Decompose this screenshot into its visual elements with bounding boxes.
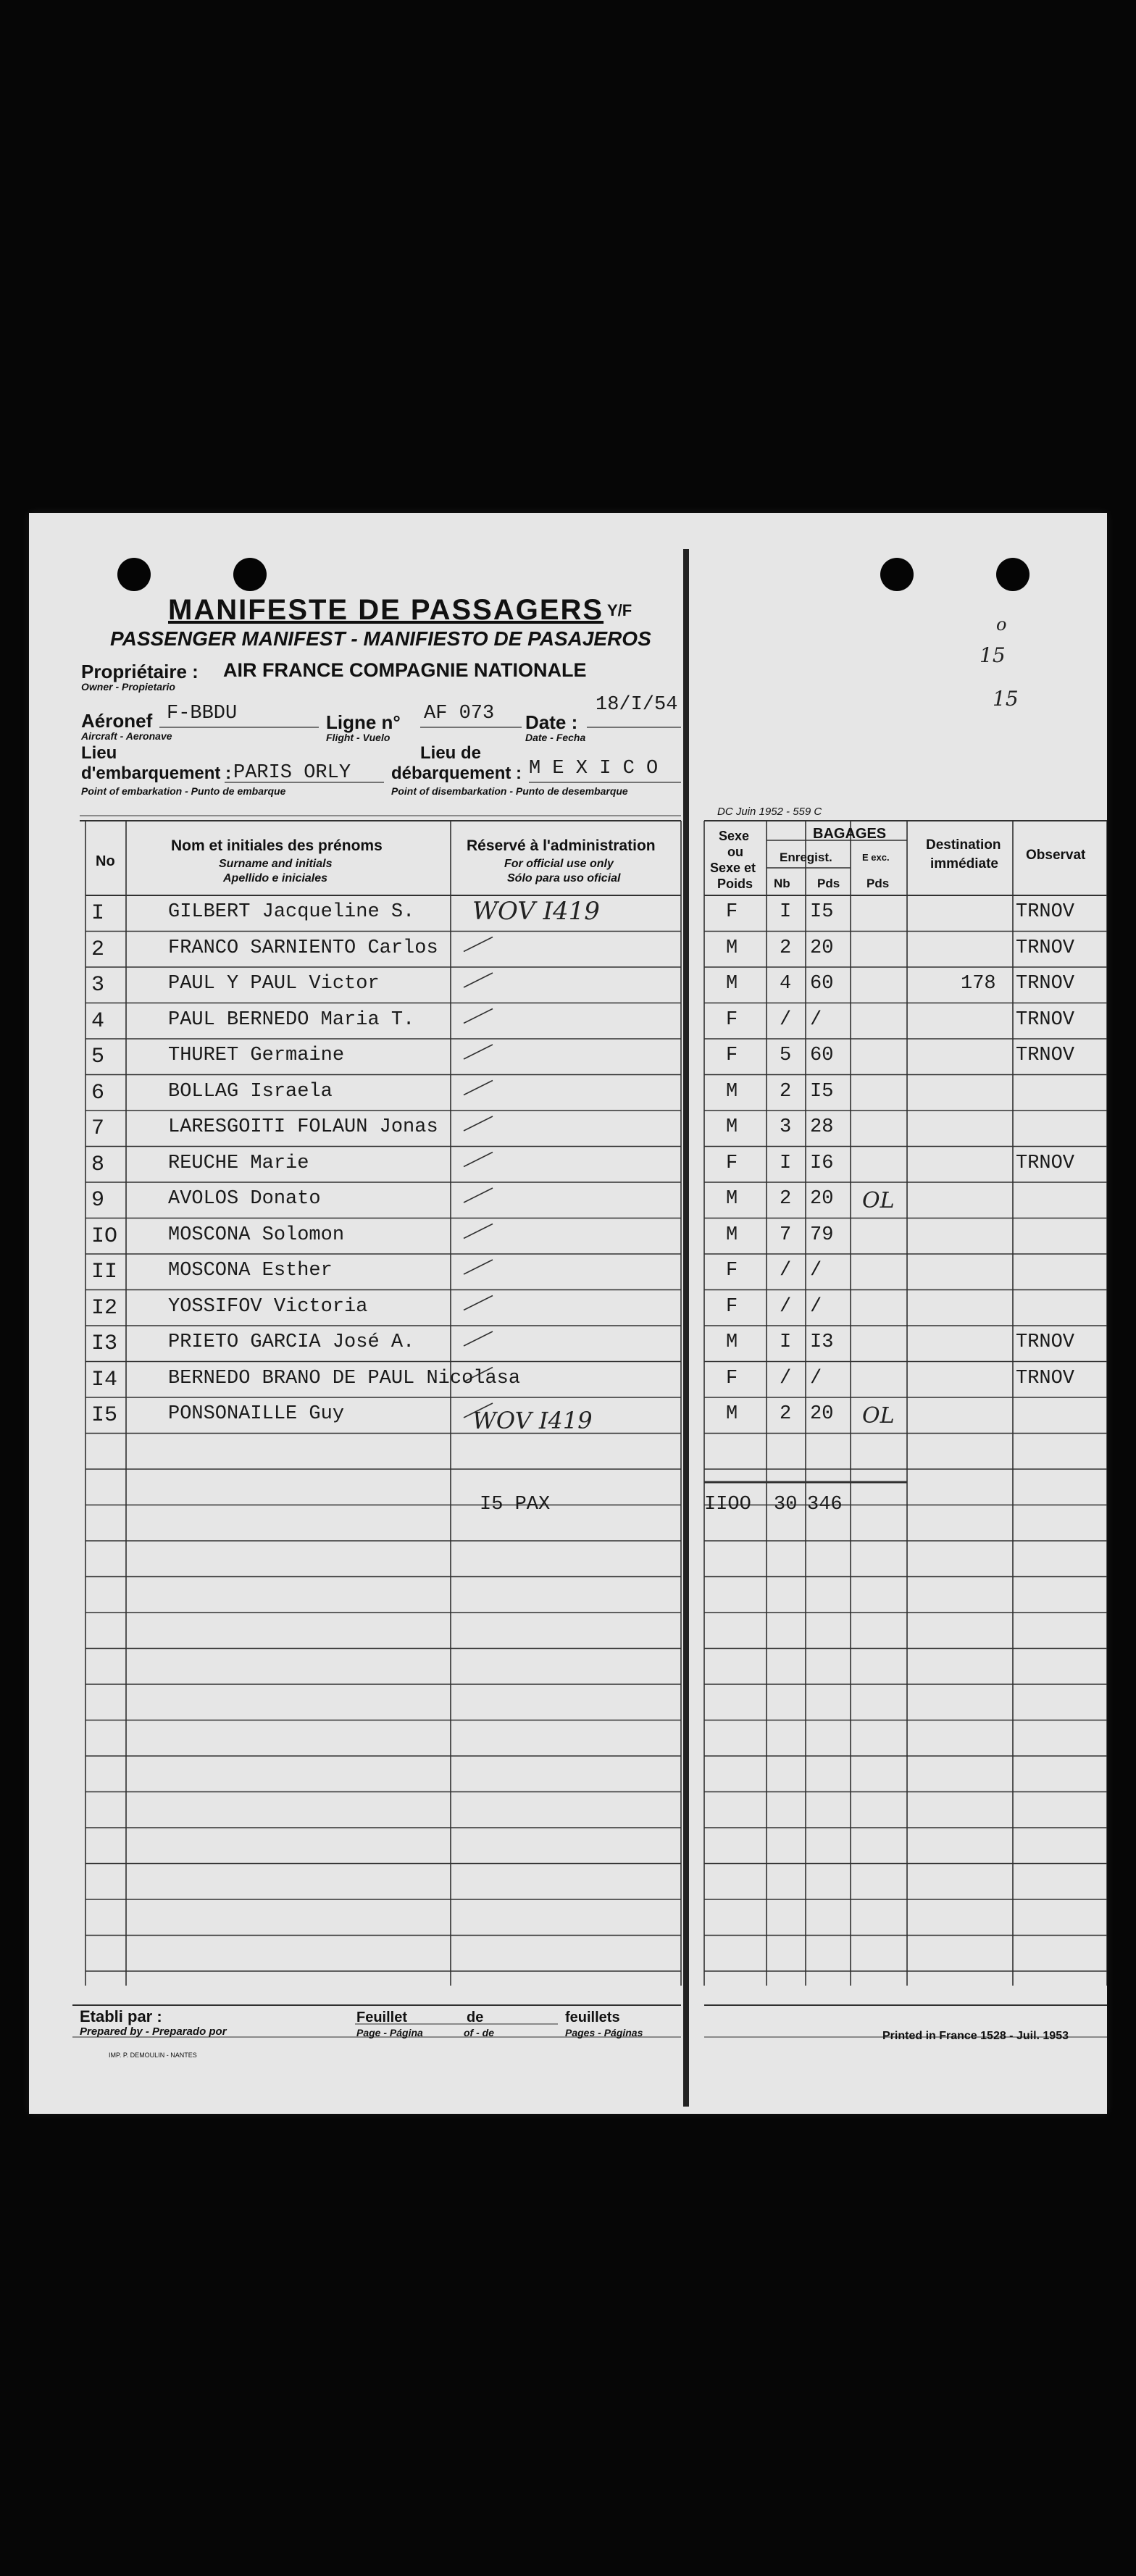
disembark-sub: Point of disembarkation - Punto de desembarque: [391, 785, 628, 797]
baggage-count: 7: [780, 1224, 792, 1246]
baggage-weight: /: [810, 1260, 822, 1281]
total-pax: I5 PAX: [480, 1494, 551, 1515]
row-number: 3: [91, 973, 105, 998]
row-number: 9: [91, 1188, 105, 1213]
grid-line: [464, 937, 493, 952]
baggage-weight: /: [810, 1008, 822, 1031]
passenger-sex: M: [726, 1188, 738, 1210]
disembark-label-2: débarquement :: [391, 764, 522, 783]
row-number: IO: [91, 1224, 118, 1249]
col-exc: E exc.: [862, 852, 890, 863]
passenger-name: BOLLAG Israela: [168, 1080, 333, 1103]
col-destination: immédiate: [930, 856, 998, 871]
baggage-count: I: [780, 1152, 792, 1174]
owner-label: Propriétaire :: [81, 661, 199, 682]
row-number: 8: [91, 1152, 105, 1177]
embark-value: PARIS ORLY: [233, 762, 351, 784]
row-number: 6: [91, 1080, 105, 1105]
observation: TRNOV: [1016, 1367, 1075, 1389]
grid-line: [464, 973, 493, 987]
excess-baggage: OL: [862, 1403, 895, 1429]
row-number: II: [91, 1260, 118, 1284]
col-exc-pds: Pds: [866, 877, 890, 890]
grid-line: [464, 1081, 493, 1095]
baggage-weight: 60: [810, 1045, 834, 1066]
grid-line: [464, 1188, 493, 1203]
margin-note: 15: [993, 687, 1019, 711]
disembark-label-1: Lieu de: [420, 743, 482, 763]
embark-label-1: Lieu: [81, 743, 117, 763]
aircraft-sub: Aircraft - Aeronave: [81, 730, 172, 742]
observation: TRNOV: [1016, 901, 1075, 923]
observation: TRNOV: [1016, 1331, 1075, 1353]
baggage-count: I: [780, 901, 792, 923]
passenger-name: GILBERT Jacqueline S.: [168, 901, 415, 923]
passenger-name: PONSONAILLE Guy: [168, 1403, 345, 1425]
col-name-en: Surname and initials: [219, 858, 333, 870]
passenger-sex: M: [726, 937, 738, 959]
baggage-weight: 60: [810, 973, 834, 995]
passenger-sex: M: [726, 1331, 738, 1353]
manifest-sheet: [29, 513, 1107, 2114]
passenger-name: FRANCO SARNIENTO Carlos: [168, 937, 438, 959]
passenger-sex: F: [726, 1008, 738, 1031]
col-admin-es: Sólo para uso oficial: [507, 872, 621, 885]
baggage-count: /: [780, 1260, 792, 1281]
observation: TRNOV: [1016, 1045, 1075, 1066]
passenger-sex: F: [726, 1045, 738, 1066]
passenger-name: MOSCONA Solomon: [168, 1224, 345, 1246]
sheets-sub: Pages - Páginas: [565, 2027, 643, 2038]
of-label: de: [467, 2010, 484, 2025]
passenger-sex: F: [726, 1367, 738, 1389]
sheet-label: Feuillet: [356, 2010, 408, 2025]
margin-note: 15: [980, 643, 1006, 667]
baggage-count: 2: [780, 937, 792, 959]
grid-line: [464, 1224, 493, 1239]
col-observations: Observat: [1026, 848, 1086, 863]
passenger-name: THURET Germaine: [168, 1045, 345, 1066]
baggage-count: /: [780, 1295, 792, 1318]
manifest-title: MANIFESTE DE PASSAGERS: [168, 594, 604, 626]
baggage-count: I: [780, 1331, 792, 1353]
prepared-label: Etabli par :: [80, 2007, 162, 2025]
baggage-count: 2: [780, 1080, 792, 1103]
observation: TRNOV: [1016, 1008, 1075, 1031]
passenger-name: PAUL BERNEDO Maria T.: [168, 1008, 415, 1031]
baggage-count: 2: [780, 1403, 792, 1425]
col-admin-en: For official use only: [504, 858, 614, 870]
passenger-name: REUCHE Marie: [168, 1152, 309, 1174]
of-sub: of - de: [464, 2027, 494, 2038]
flight-label: Ligne n°: [326, 711, 401, 733]
col-name: Nom et initiales des prénoms: [171, 837, 383, 854]
row-number: I3: [91, 1331, 118, 1356]
baggage-weight: I5: [810, 901, 834, 923]
passenger-name: PAUL Y PAUL Victor: [168, 973, 380, 995]
total-sex: IIOO: [704, 1494, 751, 1515]
embark-sub: Point of embarkation - Punto de embarque: [81, 785, 286, 797]
embark-label-2: d'embarquement :: [81, 764, 232, 783]
passenger-sex: F: [726, 1295, 738, 1318]
row-number: 2: [91, 937, 105, 962]
prepared-sub: Prepared by - Preparado por: [80, 2025, 227, 2038]
baggage-weight: I5: [810, 1080, 834, 1103]
admin-stamp: WOV I419: [472, 1407, 593, 1434]
row-number: 4: [91, 1008, 105, 1034]
grid-line: [464, 1260, 493, 1274]
passenger-sex: F: [726, 1260, 738, 1281]
row-number: I5: [91, 1403, 118, 1428]
disembark-value: M E X I C O: [529, 758, 659, 779]
row-number: I: [91, 901, 105, 926]
baggage-count: 3: [780, 1116, 792, 1138]
flight-value: AF 073: [424, 703, 495, 724]
col-pds: Pds: [817, 877, 840, 890]
date-label: Date :: [525, 711, 578, 733]
baggage-weight: 28: [810, 1116, 834, 1138]
row-number: I4: [91, 1367, 118, 1392]
margin-note: o: [996, 614, 1007, 635]
date-value: 18/I/54: [596, 694, 678, 716]
col-sex: ou: [727, 845, 743, 859]
passenger-sex: M: [726, 973, 738, 995]
passenger-sex: M: [726, 1116, 738, 1138]
baggage-weight: 20: [810, 937, 834, 959]
baggage-weight: 20: [810, 1188, 834, 1210]
col-admin: Réservé à l'administration: [467, 837, 656, 854]
admin-stamp: WOV I419: [472, 897, 600, 926]
passenger-name: PRIETO GARCIA José A.: [168, 1331, 415, 1353]
passenger-sex: F: [726, 1152, 738, 1174]
passenger-name: LARESGOITI FOLAUN Jonas: [168, 1116, 438, 1138]
col-name-es: Apellido e iniciales: [223, 872, 328, 885]
total-pds: 346: [807, 1494, 843, 1515]
owner-value: AIR FRANCE COMPAGNIE NATIONALE: [223, 659, 587, 681]
printer-mark: IMP. P. DEMOULIN - NANTES: [109, 2052, 197, 2059]
grid-line: [464, 1153, 493, 1167]
row-number: 5: [91, 1045, 105, 1069]
passenger-name: YOSSIFOV Victoria: [168, 1295, 368, 1318]
manifest-title-mark: Y/F: [607, 601, 632, 619]
col-sex: Sexe: [719, 829, 750, 843]
col-destination: Destination: [926, 837, 1001, 853]
passenger-sex: M: [726, 1080, 738, 1103]
sheets-label: feuillets: [565, 2010, 620, 2025]
grid-line: [464, 1116, 493, 1131]
sheet-sub: Page - Página: [356, 2027, 423, 2038]
passenger-name: BERNEDO BRANO DE PAUL Nicolasa: [168, 1367, 521, 1389]
baggage-weight: /: [810, 1295, 822, 1318]
passenger-name: AVOLOS Donato: [168, 1188, 321, 1210]
baggage-weight: 79: [810, 1224, 834, 1246]
baggage-weight: I6: [810, 1152, 834, 1174]
baggage-count: /: [780, 1008, 792, 1031]
destination: 178: [961, 973, 996, 995]
aircraft-label: Aéronef: [81, 710, 153, 732]
baggage-weight: /: [810, 1367, 822, 1389]
printed-in: Printed in France 1528 - Juil. 1953: [882, 2030, 1069, 2042]
excess-baggage: OL: [862, 1188, 895, 1213]
passenger-sex: M: [726, 1403, 738, 1425]
baggage-weight: I3: [810, 1331, 834, 1353]
baggage-count: 4: [780, 973, 792, 995]
passenger-name: MOSCONA Esther: [168, 1260, 333, 1281]
baggage-count: 2: [780, 1188, 792, 1210]
passenger-sex: M: [726, 1224, 738, 1246]
grid-line: [464, 1331, 493, 1346]
owner-sub: Owner - Propietario: [81, 681, 175, 693]
grid-line: [464, 1045, 493, 1059]
observation: TRNOV: [1016, 937, 1075, 959]
grid-line: [464, 1009, 493, 1024]
aircraft-value: F-BBDU: [167, 703, 238, 724]
baggage-count: /: [780, 1367, 792, 1389]
grid-line: [464, 1296, 493, 1310]
col-nb: Nb: [774, 877, 790, 890]
baggage-weight: 20: [810, 1403, 834, 1425]
row-number: 7: [91, 1116, 105, 1141]
flight-sub: Flight - Vuelo: [326, 732, 390, 743]
manifest-subtitle: PASSENGER MANIFEST - MANIFIESTO DE PASAJEROS: [110, 627, 651, 650]
observation: TRNOV: [1016, 1152, 1075, 1174]
col-bagages: BAGAGES: [813, 826, 887, 842]
col-no: No: [96, 853, 115, 869]
col-sex: Sexe et: [710, 861, 756, 875]
col-sex: Poids: [717, 877, 753, 891]
observation: TRNOV: [1016, 973, 1075, 995]
form-reference: DC Juin 1952 - 559 C: [717, 806, 822, 818]
col-enregist: Enregist.: [780, 850, 832, 864]
passenger-sex: F: [726, 901, 738, 923]
date-sub: Date - Fecha: [525, 732, 586, 743]
baggage-count: 5: [780, 1045, 792, 1066]
total-nb: 30: [774, 1494, 798, 1515]
row-number: I2: [91, 1295, 118, 1321]
